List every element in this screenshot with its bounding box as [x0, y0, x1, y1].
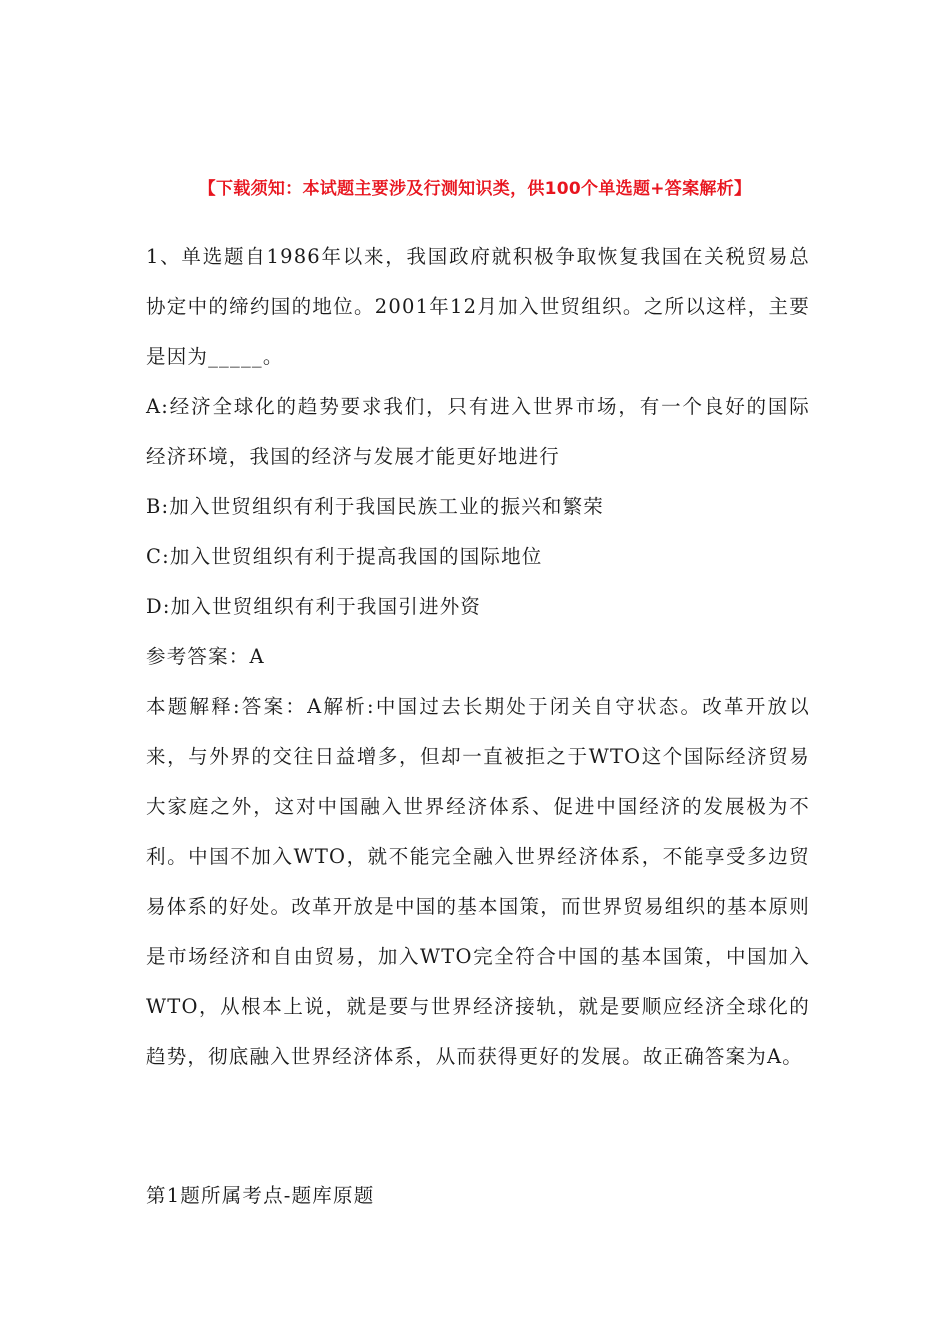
download-notice: 【下载须知：本试题主要涉及行测知识类，供100个单选题+答案解析】 [198, 179, 752, 199]
option-d: D:加入世贸组织有利于我国引进外资 [146, 595, 482, 618]
option-c: C:加入世贸组织有利于提高我国的国际地位 [146, 545, 543, 568]
option-a: A:经济全球化的趋势要求我们，只有进入世界市场，有一个良好的国际经济环境，我国的经济与发展才能更好地进行 [146, 395, 810, 468]
question-stem: 1、单选题自1986年以来，我国政府就积极争取恢复我国在关税贸易总协定中的缔约国的地位。2001年12月加入世贸组织。之所以这样，主要是因为_____。 [146, 245, 810, 368]
option-b: B:加入世贸组织有利于我国民族工业的振兴和繁荣 [146, 495, 604, 518]
knowledge-point-note: 第1题所属考点-题库原题 [146, 1184, 375, 1207]
answer-explanation: 本题解释:答案：A解析:中国过去长期处于闭关自守状态。改革开放以来，与外界的交往日益增多，但却一直被拒之于WTO这个国际经济贸易大家庭之外，这对中国融入世界经济体系、促进中国经济的发展极为不利。中国不加入WTO，就不能完全融入世界经济体系，不能享受多边贸易体系的好处。改革开放是中国的基本国策，而世界贸易组织的基本原则是市场经济和自由贸易，加入WTO完全符合中国的基本国策，中国加入WTO，从根本上说，就是要与世界经济接轨，就是要顺应经济全球化的趋势，彻底融入世界经济体系，从而获得更好的发展。故正确答案为A。 [146, 695, 810, 1068]
question-block [146, 232, 810, 1082]
reference-answer: 参考答案：A [146, 645, 265, 668]
